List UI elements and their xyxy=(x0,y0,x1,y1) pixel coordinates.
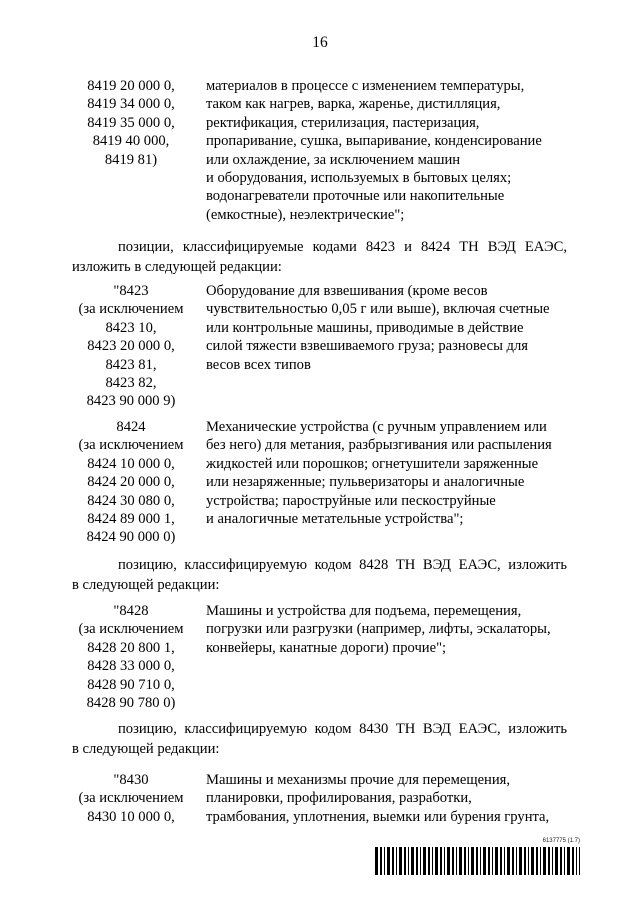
description-line: Машины и устройства для подъема, перемещения, xyxy=(206,603,522,619)
code-line: 8423 10, xyxy=(105,319,157,336)
code-line: 8423 82, xyxy=(105,375,157,392)
paragraph-line: в следующей редакции: xyxy=(72,577,220,593)
code-column xyxy=(72,282,190,411)
paragraph-line: в следующей редакции: xyxy=(72,741,220,757)
document-id: 6137775 (1.7) xyxy=(542,838,580,844)
description-line: Оборудование для взвешивания (кроме весов xyxy=(206,283,488,299)
description-line: Машины и механизмы прочие для перемещения, xyxy=(206,772,511,788)
description-line: или незаряженные; пульверизаторы и аналогичные xyxy=(206,474,525,491)
code-column xyxy=(72,771,190,826)
code-line: 8428 90 710 0, xyxy=(87,676,175,693)
description-line: таком как нагрев, варка, жаренье, дистилляция, xyxy=(206,96,501,113)
code-column xyxy=(72,77,190,169)
paragraph-line: изложить в следующей редакции: xyxy=(72,259,282,275)
description-line: Механические устройства (с ручным управлением или xyxy=(206,419,547,435)
description-line: погрузки или разгрузки (например, лифты, эскалаторы, xyxy=(206,621,551,638)
barcode-icon xyxy=(375,847,580,875)
code-line: 8423 81, xyxy=(105,356,157,373)
code-line: (за исключением xyxy=(78,621,184,638)
instruction-paragraph xyxy=(72,719,567,759)
code-line: "8428 xyxy=(113,603,149,619)
description-line: конвейеры, канатные дороги) прочие"; xyxy=(206,639,447,656)
description-line: планировки, профилирования, разработки, xyxy=(206,790,472,807)
description-column xyxy=(206,282,576,374)
code-line: 8424 10 000 0, xyxy=(87,455,175,472)
description-column xyxy=(206,602,576,657)
code-line: 8423 20 000 0, xyxy=(87,338,175,355)
code-line: 8419 34 000 0, xyxy=(87,96,175,113)
description-line: устройства; пароструйные или пескоструйные xyxy=(206,492,496,509)
code-line: 8430 10 000 0, xyxy=(87,808,175,825)
description-line: или контрольные машины, приводимые в действие xyxy=(206,319,524,336)
code-line: 8424 90 000 0) xyxy=(86,529,176,546)
description-column xyxy=(206,771,576,826)
code-line: 8428 90 780 0) xyxy=(86,695,176,712)
code-line: (за исключением xyxy=(78,437,184,454)
description-line: водонагреватели проточные или накопительные xyxy=(206,188,505,205)
code-line: 8419 40 000, xyxy=(92,133,170,150)
code-line: "8423 xyxy=(113,283,149,299)
code-line: (за исключением xyxy=(78,790,184,807)
code-line: 8424 20 000 0, xyxy=(87,474,175,491)
code-line: 8424 30 080 0, xyxy=(87,492,175,509)
description-line: ректификация, стерилизация, пастеризация, xyxy=(206,114,480,131)
code-line: "8430 xyxy=(113,772,149,788)
description-line: весов всех типов xyxy=(206,356,311,373)
code-line: 8424 89 000 1, xyxy=(87,511,175,528)
code-column xyxy=(72,602,190,712)
code-line: 8428 20 800 1, xyxy=(87,639,175,656)
description-column xyxy=(206,77,576,224)
code-line: 8419 35 000 0, xyxy=(87,114,175,131)
page-number: 16 xyxy=(312,34,328,51)
description-line: материалов в процессе с изменением температуры, xyxy=(206,78,525,94)
code-line: 8428 33 000 0, xyxy=(87,658,175,675)
code-line: 8419 20 000 0, xyxy=(87,78,175,94)
code-column xyxy=(72,418,190,547)
code-line: 8424 xyxy=(116,419,146,435)
description-line: и оборудования, используемых в бытовых целях; xyxy=(206,170,512,187)
paragraph-line: позицию, классифицируемую кодом 8428 ТН ВЭД ЕАЭС, изложить xyxy=(118,557,567,573)
description-line: силой тяжести взвешиваемого груза; разновесы для xyxy=(206,338,528,355)
code-line: (за исключением xyxy=(78,301,184,318)
code-line: 8419 81) xyxy=(104,151,158,168)
description-column xyxy=(206,418,576,528)
instruction-paragraph xyxy=(72,237,567,277)
description-line: (емкостные), неэлектрические"; xyxy=(206,206,405,223)
description-line: и аналогичные метательные устройства"; xyxy=(206,511,464,528)
description-line: или охлаждение, за исключением машин xyxy=(206,151,461,168)
description-line: жидкостей или порошков; огнетушители заряженные xyxy=(206,455,539,472)
description-line: пропаривание, сушка, выпаривание, конденсирование xyxy=(206,133,542,150)
document-footer xyxy=(375,838,580,878)
instruction-paragraph xyxy=(72,555,567,595)
paragraph-line: позиции, классифицируемые кодами 8423 и 8424 ТН ВЭД ЕАЭС, xyxy=(118,239,567,255)
description-line: чувствительностью 0,05 г или выше), включая счетные xyxy=(206,301,550,318)
paragraph-line: позицию, классифицируемую кодом 8430 ТН ВЭД ЕАЭС, изложить xyxy=(118,721,567,737)
code-line: 8423 90 000 9) xyxy=(86,393,176,410)
description-line: трамбования, уплотнения, выемки или бурения грунта, xyxy=(206,808,550,825)
description-line: без него) для метания, разбрызгивания или распыления xyxy=(206,437,552,454)
